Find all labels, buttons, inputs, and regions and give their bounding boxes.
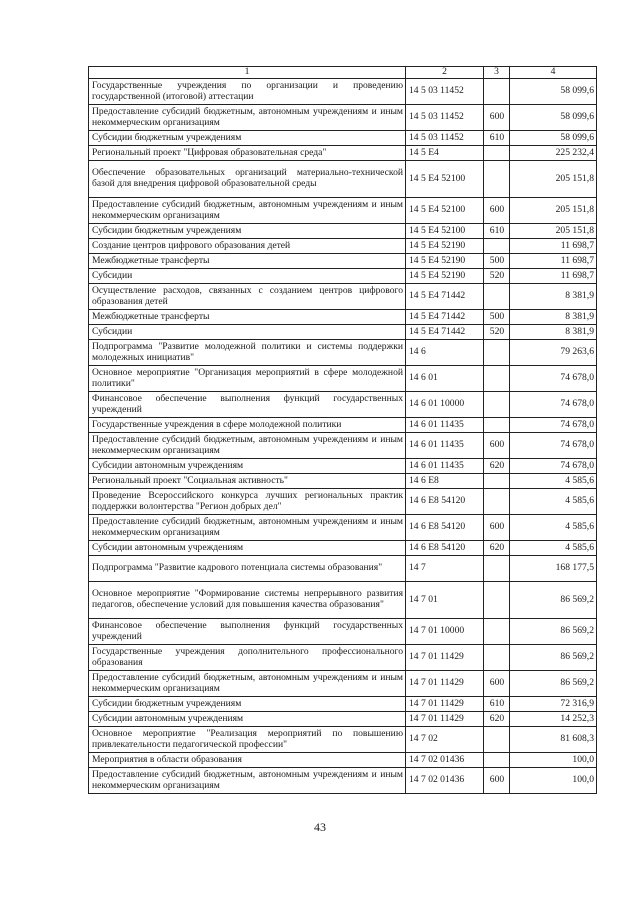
amount-cell: 74 678,0 [510,418,597,433]
table-row [89,340,597,366]
amount-cell: 74 678,0 [510,366,597,392]
name-cell: Государственные учреждения в сфере молодежной политики [89,418,406,433]
type-cell [484,146,510,161]
table-row [89,224,597,239]
table-row [89,239,597,254]
amount-cell: 205 151,8 [510,198,597,224]
code-cell: 14 5 E4 52100 [406,198,484,224]
table-row [89,671,597,697]
type-cell: 500 [484,310,510,325]
amount-cell: 14 252,3 [510,712,597,727]
code-cell: 14 7 02 [406,727,484,753]
table-row [89,541,597,556]
name-cell: Предоставление субсидий бюджетным, автономным учреждениям и иным некоммерческим организациям [89,515,406,541]
code-cell: 14 7 [406,556,484,582]
table-row [89,582,597,619]
header-cell-name: 1 [89,67,406,79]
code-cell: 14 5 03 11452 [406,105,484,131]
table-row [89,645,597,671]
code-cell: 14 6 01 [406,366,484,392]
table-row [89,198,597,224]
table-row [89,753,597,768]
table-row [89,489,597,515]
table-row [89,712,597,727]
name-cell: Предоставление субсидий бюджетным, автономным учреждениям и иным некоммерческим организациям [89,198,406,224]
amount-cell: 81 608,3 [510,727,597,753]
code-cell: 14 5 E4 71442 [406,325,484,340]
code-cell: 14 7 01 11429 [406,671,484,697]
type-cell [484,489,510,515]
name-cell: Мероприятия в области образования [89,753,406,768]
code-cell: 14 7 01 11429 [406,697,484,712]
code-cell: 14 6 01 11435 [406,459,484,474]
table-row [89,310,597,325]
name-cell: Финансовое обеспечение выполнения функций государственных учреждений [89,619,406,645]
type-cell: 600 [484,671,510,697]
amount-cell: 74 678,0 [510,392,597,418]
amount-cell: 4 585,6 [510,515,597,541]
name-cell: Региональный проект "Цифровая образовательная среда" [89,146,406,161]
amount-cell: 86 569,2 [510,582,597,619]
type-cell: 600 [484,433,510,459]
name-cell: Субсидии [89,325,406,340]
name-cell: Основное мероприятие "Реализация мероприятий по повышению привлекательности педагогической профессии" [89,727,406,753]
type-cell [484,418,510,433]
name-cell: Основное мероприятие "Формирование системы непрерывного развития педагогов, обеспечение условий для повышения качества образования" [89,582,406,619]
code-cell: 14 7 01 [406,582,484,619]
amount-cell: 205 151,8 [510,224,597,239]
page-number: 43 [314,820,326,834]
code-cell: 14 5 E4 52190 [406,254,484,269]
type-cell [484,239,510,254]
type-cell [484,474,510,489]
amount-cell: 72 316,9 [510,697,597,712]
name-cell: Региональный проект "Социальная активность" [89,474,406,489]
table-row [89,79,597,105]
amount-cell: 168 177,5 [510,556,597,582]
table-row [89,325,597,340]
header-cell-amount: 4 [510,67,597,79]
amount-cell: 100,0 [510,768,597,794]
table-row [89,146,597,161]
code-cell: 14 6 [406,340,484,366]
type-cell: 600 [484,105,510,131]
code-cell: 14 6 E8 [406,474,484,489]
table-row [89,284,597,310]
header-cell-code: 2 [406,67,484,79]
name-cell: Финансовое обеспечение выполнения функций государственных учреждений [89,392,406,418]
amount-cell: 225 232,4 [510,146,597,161]
code-cell: 14 5 E4 71442 [406,310,484,325]
name-cell: Субсидии [89,269,406,284]
table-row [89,619,597,645]
code-cell: 14 5 E4 71442 [406,284,484,310]
table-row [89,254,597,269]
table-body [89,79,597,794]
table-row [89,392,597,418]
table-row [89,768,597,794]
amount-cell: 100,0 [510,753,597,768]
amount-cell: 11 698,7 [510,239,597,254]
name-cell: Субсидии автономным учреждениям [89,541,406,556]
code-cell: 14 5 E4 52190 [406,269,484,284]
table-row [89,366,597,392]
code-cell: 14 5 E4 52100 [406,224,484,239]
code-cell: 14 5 03 11452 [406,79,484,105]
type-cell [484,556,510,582]
name-cell: Осуществление расходов, связанных с созданием центров цифрового образования детей [89,284,406,310]
table-row [89,727,597,753]
code-cell: 14 5 03 11452 [406,131,484,146]
table-row [89,418,597,433]
name-cell: Основное мероприятие "Организация мероприятий в сфере молодежной политики" [89,366,406,392]
code-cell: 14 6 E8 54120 [406,515,484,541]
amount-cell: 79 263,6 [510,340,597,366]
amount-cell: 205 151,8 [510,161,597,198]
name-cell: Межбюджетные трансферты [89,254,406,269]
code-cell: 14 6 01 11435 [406,418,484,433]
name-cell: Проведение Всероссийского конкурса лучших региональных практик поддержки волонтерства "Регион добрых дел" [89,489,406,515]
amount-cell: 11 698,7 [510,269,597,284]
amount-cell: 4 585,6 [510,489,597,515]
type-cell [484,161,510,198]
amount-cell: 8 381,9 [510,310,597,325]
name-cell: Предоставление субсидий бюджетным, автономным учреждениям и иным некоммерческим организациям [89,671,406,697]
code-cell: 14 6 E8 54120 [406,541,484,556]
type-cell [484,392,510,418]
type-cell [484,582,510,619]
type-cell [484,284,510,310]
name-cell: Субсидии автономным учреждениям [89,712,406,727]
name-cell: Подпрограмма "Развитие молодежной политики и системы поддержки молодежных инициатив" [89,340,406,366]
type-cell [484,79,510,105]
amount-cell: 8 381,9 [510,325,597,340]
table-row [89,556,597,582]
type-cell: 610 [484,697,510,712]
code-cell: 14 6 01 11435 [406,433,484,459]
amount-cell: 74 678,0 [510,459,597,474]
code-cell: 14 7 01 11429 [406,712,484,727]
table-row [89,433,597,459]
amount-cell: 74 678,0 [510,433,597,459]
name-cell: Субсидии бюджетным учреждениям [89,697,406,712]
name-cell: Подпрограмма "Развитие кадрового потенциала системы образования" [89,556,406,582]
amount-cell: 86 569,2 [510,671,597,697]
name-cell: Государственные учреждения по организации и проведению государственной (итоговой) аттестации [89,79,406,105]
code-cell: 14 5 E4 52190 [406,239,484,254]
code-cell: 14 7 02 01436 [406,768,484,794]
type-cell: 610 [484,224,510,239]
name-cell: Предоставление субсидий бюджетным, автономным учреждениям и иным некоммерческим организациям [89,105,406,131]
amount-cell: 4 585,6 [510,474,597,489]
amount-cell: 8 381,9 [510,284,597,310]
type-cell [484,645,510,671]
type-cell [484,366,510,392]
budget-table [88,66,597,794]
type-cell [484,619,510,645]
table-row [89,697,597,712]
name-cell: Создание центров цифрового образования детей [89,239,406,254]
amount-cell: 4 585,6 [510,541,597,556]
table-row [89,459,597,474]
header-cell-type: 3 [484,67,510,79]
type-cell: 520 [484,269,510,284]
table-row [89,474,597,489]
amount-cell: 58 099,6 [510,105,597,131]
name-cell: Обеспечение образовательных организаций материально-технической базой для внедрения цифровой образовательной среды [89,161,406,198]
name-cell: Межбюджетные трансферты [89,310,406,325]
type-cell: 600 [484,768,510,794]
code-cell: 14 7 02 01436 [406,753,484,768]
amount-cell: 58 099,6 [510,131,597,146]
type-cell: 520 [484,325,510,340]
name-cell: Субсидии бюджетным учреждениям [89,131,406,146]
table-row [89,515,597,541]
table-header [89,67,597,79]
code-cell: 14 5 E4 [406,146,484,161]
table-row [89,161,597,198]
amount-cell: 86 569,2 [510,645,597,671]
name-cell: Предоставление субсидий бюджетным, автономным учреждениям и иным некоммерческим организациям [89,768,406,794]
table-row [89,105,597,131]
table-row [89,269,597,284]
type-cell: 620 [484,459,510,474]
amount-cell: 11 698,7 [510,254,597,269]
code-cell: 14 7 01 10000 [406,619,484,645]
type-cell: 600 [484,198,510,224]
amount-cell: 86 569,2 [510,619,597,645]
code-cell: 14 6 E8 54120 [406,489,484,515]
type-cell [484,727,510,753]
amount-cell: 58 099,6 [510,79,597,105]
type-cell [484,340,510,366]
type-cell: 620 [484,541,510,556]
table-row [89,131,597,146]
type-cell: 600 [484,515,510,541]
code-cell: 14 5 E4 52100 [406,161,484,198]
code-cell: 14 6 01 10000 [406,392,484,418]
name-cell: Предоставление субсидий бюджетным, автономным учреждениям и иным некоммерческим организациям [89,433,406,459]
name-cell: Субсидии бюджетным учреждениям [89,224,406,239]
type-cell: 610 [484,131,510,146]
name-cell: Государственные учреждения дополнительного профессионального образования [89,645,406,671]
header-row [89,67,597,79]
type-cell: 620 [484,712,510,727]
code-cell: 14 7 01 11429 [406,645,484,671]
type-cell [484,753,510,768]
name-cell: Субсидии автономным учреждениям [89,459,406,474]
type-cell: 500 [484,254,510,269]
